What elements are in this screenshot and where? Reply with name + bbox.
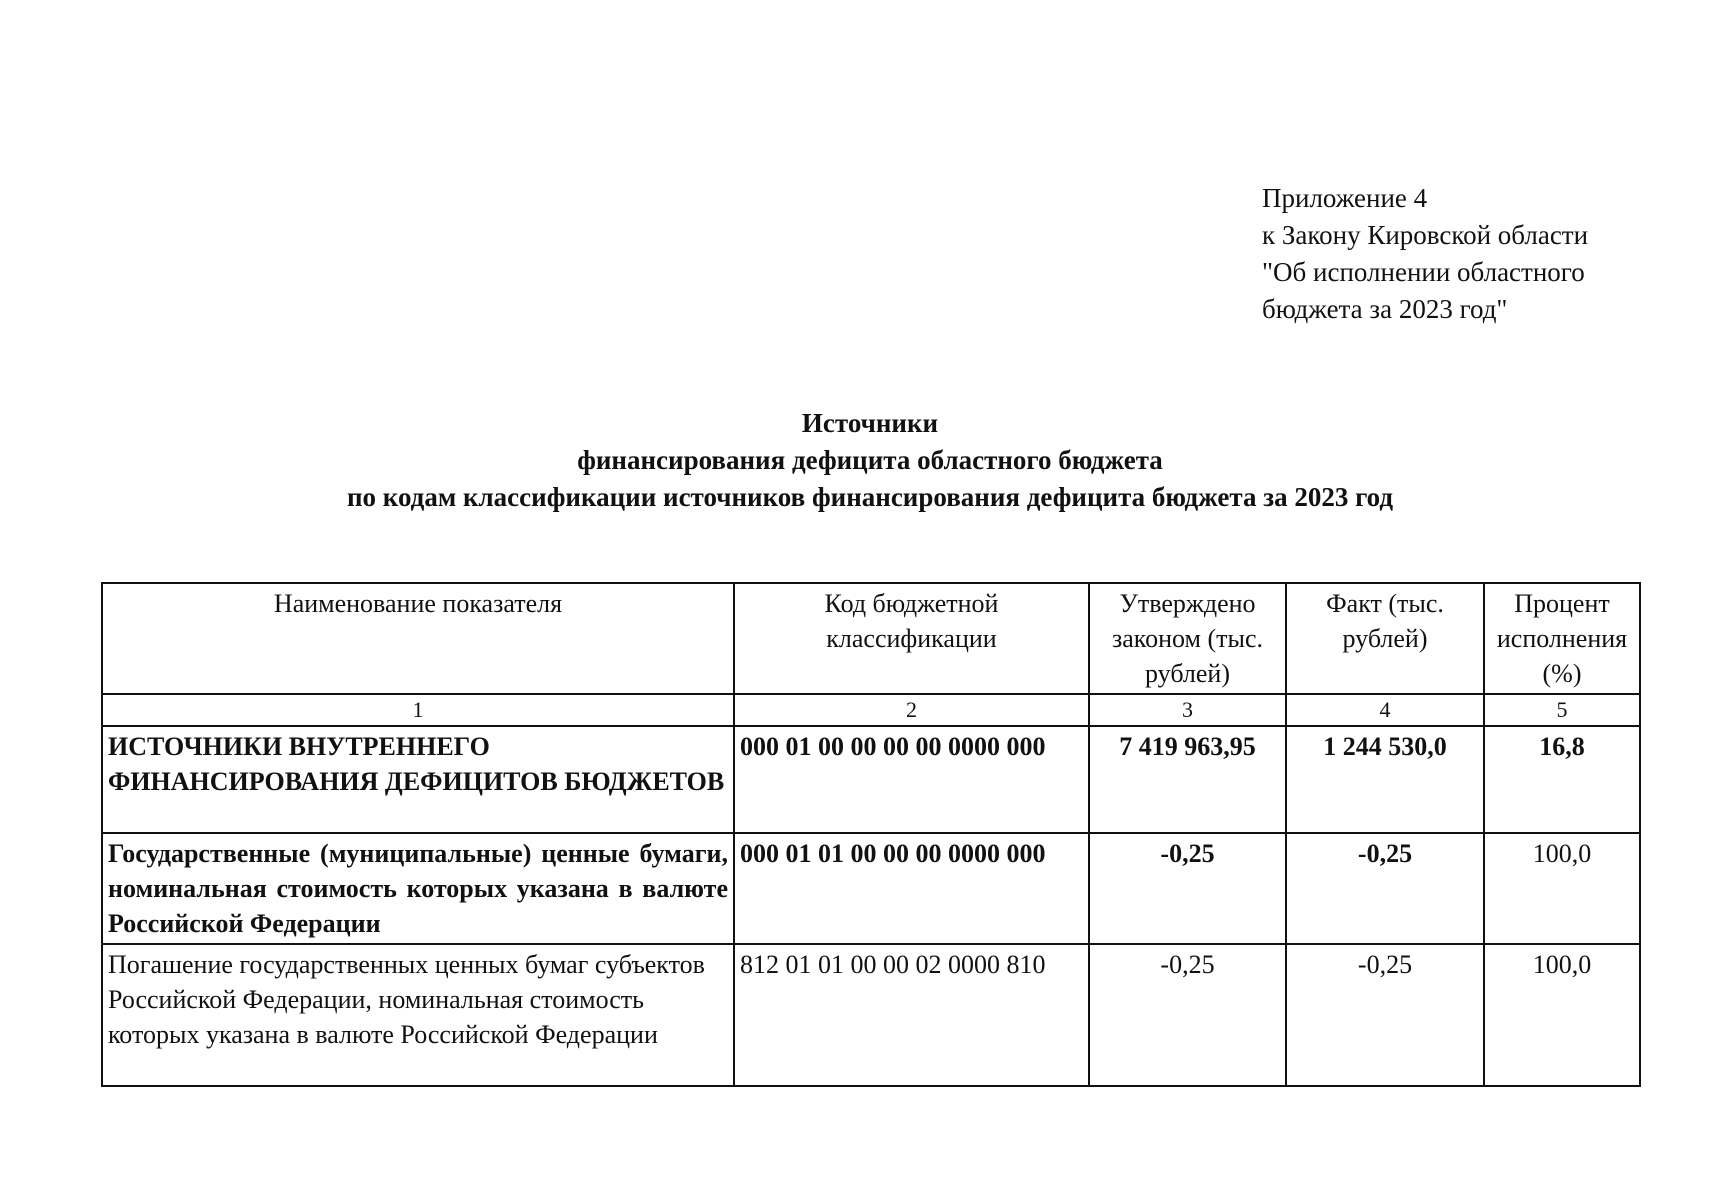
appendix-line: "Об исполнении областного: [1262, 257, 1585, 287]
header-name: Наименование показателя: [102, 583, 734, 694]
header-percent: Процент исполнения (%): [1484, 583, 1640, 694]
table-row: [102, 833, 1640, 944]
row-code: 812 01 01 00 00 02 0000 810: [734, 944, 1089, 1086]
column-number: 1: [102, 694, 734, 726]
appendix-line: Приложение 4: [1262, 183, 1428, 213]
column-number: 5: [1484, 694, 1640, 726]
appendix-line: к Закону Кировской области: [1262, 220, 1589, 250]
row-code: 000 01 00 00 00 00 0000 000: [734, 726, 1089, 833]
appendix-note: [1262, 180, 1588, 328]
row-fact: -0,25: [1286, 833, 1484, 944]
row-percent: 100,0: [1484, 833, 1640, 944]
title-line: по кодам классификации источников финансирования дефицита бюджета за 2023 год: [346, 482, 1394, 512]
column-number: 4: [1286, 694, 1484, 726]
appendix-line: бюджета за 2023 год": [1262, 294, 1508, 324]
column-number: 3: [1089, 694, 1286, 726]
row-percent: 16,8: [1484, 726, 1640, 833]
table-header-row: [102, 583, 1640, 694]
row-approved: 7 419 963,95: [1089, 726, 1286, 833]
row-name: Государственные (муниципальные) ценные бумаги, номинальная стоимость которых указана в валюте Российской Федерации: [102, 833, 734, 944]
table-row: [102, 726, 1640, 833]
header-approved: Утверждено законом (тыс. рублей): [1089, 583, 1286, 694]
row-name: Погашение государственных ценных бумаг субъектов Российской Федерации, номинальная стоимость которых указана в валюте Российской Федерации: [102, 944, 734, 1086]
document-title: [100, 405, 1640, 516]
row-percent: 100,0: [1484, 944, 1640, 1086]
title-line: Источники: [801, 408, 939, 438]
table-row: [102, 944, 1640, 1086]
row-approved: -0,25: [1089, 833, 1286, 944]
header-code: Код бюджетной классификации: [734, 583, 1089, 694]
row-code: 000 01 01 00 00 00 0000 000: [734, 833, 1089, 944]
sources-table: [101, 582, 1641, 1087]
row-fact: -0,25: [1286, 944, 1484, 1086]
header-fact: Факт (тыс. рублей): [1286, 583, 1484, 694]
column-number-row: [102, 694, 1640, 726]
row-name: ИСТОЧНИКИ ВНУТРЕННЕГО ФИНАНСИРОВАНИЯ ДЕФИЦИТОВ БЮДЖЕТОВ: [102, 726, 734, 833]
column-number: 2: [734, 694, 1089, 726]
row-approved: -0,25: [1089, 944, 1286, 1086]
title-line: финансирования дефицита областного бюджета: [577, 445, 1163, 475]
row-fact: 1 244 530,0: [1286, 726, 1484, 833]
